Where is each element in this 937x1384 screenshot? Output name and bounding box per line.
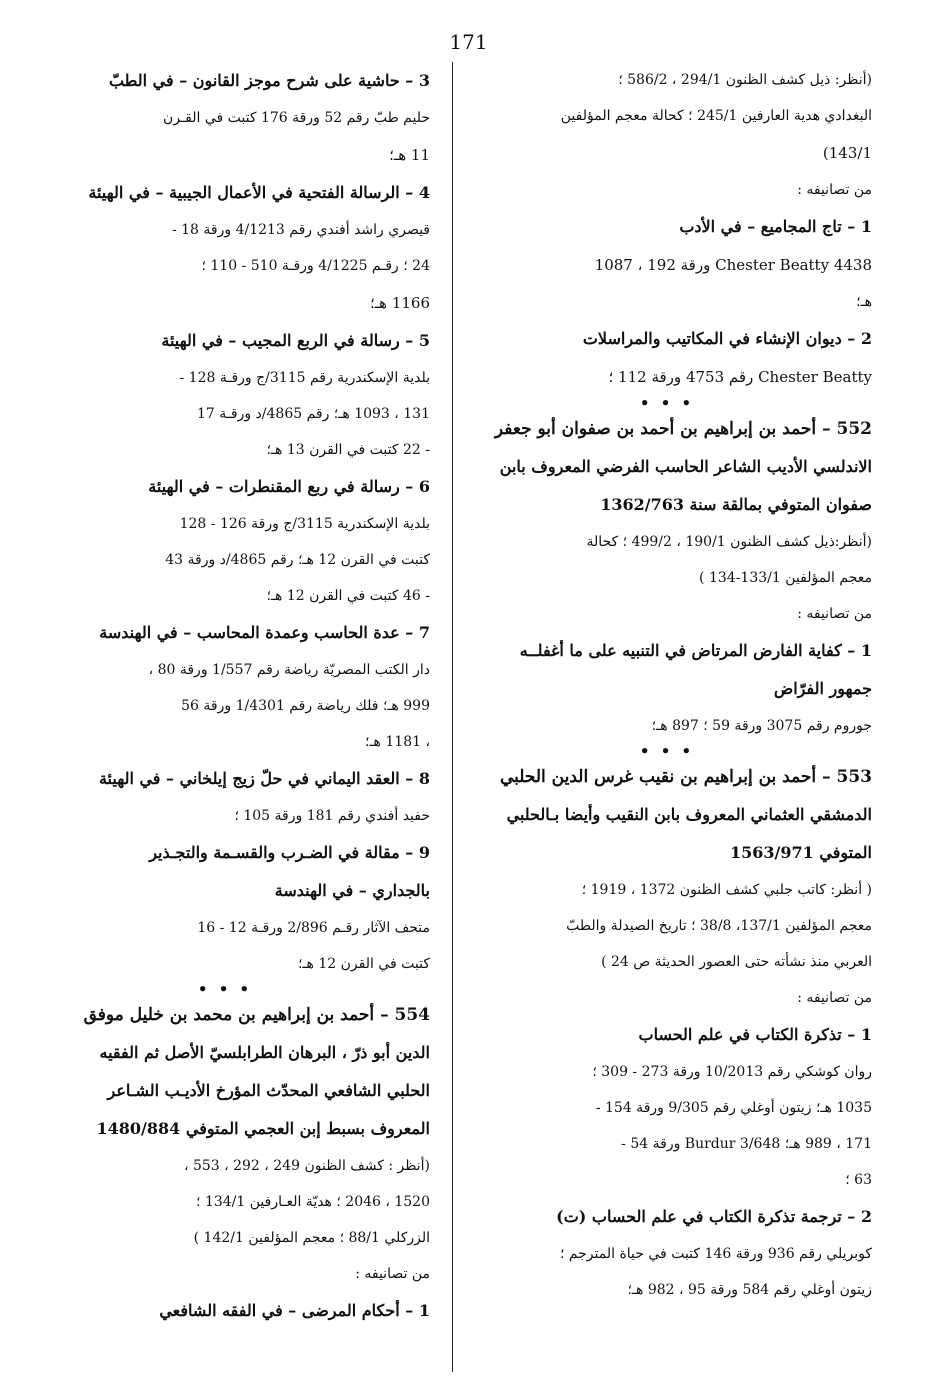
text-line: 131 ، 1093 هـ؛ رقم 4865/د ورقـة 17 — [196, 406, 430, 422]
text-line: العربي منذ نشأته حتى العصور الحديثة ص 24 ) — [601, 954, 872, 970]
entry-heading-line: 3 – حاشية على شرح موجز القانون – في الطبّ — [108, 71, 430, 90]
text-line: كتبت في القرن 12 هـ؛ — [297, 956, 430, 972]
page-number: 171 — [449, 30, 488, 54]
text-line: حفيد أفندي رقم 181 ورقة 105 ؛ — [234, 808, 430, 824]
text-line: البغدادي هدية العارفين 245/1 ؛ كحالة معجم المؤلفين — [560, 108, 872, 124]
text-line: الزركلي 88/1 ؛ معجم المؤلفين 142/1 ) — [193, 1230, 430, 1246]
entry-heading-line: 9 – مقالة في الضـرب والقسـمة والتجـذير — [149, 843, 430, 862]
entry-heading-line: صفوان المتوفي بمالقة سنة 1362/763 — [600, 495, 872, 514]
entry-heading-line: 2 – ترجمة تذكرة الكتاب في علم الحساب (ت) — [556, 1207, 872, 1226]
entry-heading-line: 5 – رسالة في الربع المجيب – في الهيئة — [161, 331, 430, 350]
entry-heading-line: الحلبي الشافعي المحدّث المؤرخ الأديـب الشـاعر — [107, 1081, 430, 1100]
text-line: - 46 كتبت في القرن 12 هـ؛ — [266, 588, 430, 604]
text-line: من تصانيفه : — [797, 990, 872, 1006]
text-line: 143/1) — [822, 144, 872, 162]
text-line: كوبريلي رقم 936 ورقة 146 كتبت في حياة المترجم ؛ — [559, 1246, 872, 1262]
entry-heading-line: 1 – أحكام المرضى – في الفقه الشافعي — [159, 1301, 430, 1320]
text-line: 171 ، 989 هـ؛ Burdur 3/648 ورقة 54 - — [621, 1136, 872, 1152]
text-line: 63 ؛ — [845, 1172, 872, 1188]
text-line: من تصانيفه : — [355, 1266, 430, 1282]
text-line: حليم طبّ رقم 52 ورقة 176 كتبت في القـرن — [163, 110, 430, 126]
entry-heading-line: المعروف بسبط إبن العجمي المتوفي 1480/884 — [96, 1119, 430, 1138]
text-line: معجم المؤلفين 133/1-134 ) — [699, 570, 872, 586]
entry-heading-line: 1 – تذكرة الكتاب في علم الحساب — [638, 1025, 872, 1044]
text-line: معجم المؤلفين 137/1، 38/8 ؛ تاريخ الصيدلة والطبّ — [566, 918, 872, 934]
text-line: ( أنظر: كاتب جلبي كشف الظنون 1372 ، 1919 ؛ — [581, 882, 872, 898]
entry-heading-line: 4 – الرسالة الفتحية في الأعمال الجيبية – في الهيئة — [88, 183, 430, 202]
right-column — [462, 62, 872, 1308]
text-line: (أنظر: ذيل كشف الظنون 294/1 ، 586/2 ؛ — [618, 72, 872, 88]
text-line: 24 ؛ رقـم 4/1225 ورقـة 510 - 110 ؛ — [201, 258, 430, 274]
text-line: Chester Beatty 4438 ورقة 192 ، 1087 — [594, 256, 872, 274]
entry-heading-line: 8 – العقد اليماني في حلّ زيج إيلخاني – في الهيئة — [98, 769, 430, 788]
text-line: كتبت في القرن 12 هـ؛ رقم 4865/د ورقة 43 — [165, 552, 430, 568]
entry-heading-line: جمهور الفرّاض — [773, 679, 872, 698]
text-line: 1520 ، 2046 ؛ هديّة العـارفين 134/1 ؛ — [196, 1194, 430, 1210]
text-line: (أنظر : كشف الظنون 249 ، 292 ، 553 ، — [183, 1158, 430, 1174]
left-column — [20, 62, 430, 1330]
text-line: من تصانيفه : — [797, 182, 872, 198]
section-separator: • • • — [639, 744, 695, 758]
text-line: بلدية الإسكندرية رقم 3115/ج ورقـة 128 - — [179, 370, 430, 386]
text-line: 11 هـ؛ — [389, 146, 430, 164]
entry-heading-line: الدمشقي العثماني المعروف بابن النقيب وأيضا بـالحلبي — [506, 805, 872, 824]
entry-heading-line: 1 – كفاية الفارض المرتاض في التنبيه على ما أغفلــه — [519, 641, 872, 660]
entry-heading-line: بالجداري – في الهندسة — [274, 881, 430, 900]
section-separator: • • • — [639, 396, 695, 410]
text-line: 1166 هـ؛ — [369, 294, 430, 312]
entry-heading-line: 2 – ديوان الإنشاء في المكاتيب والمراسلات — [582, 329, 872, 348]
text-line: 1035 هـ؛ زيتون أوغلي رقم 9/305 ورقة 154 - — [595, 1100, 872, 1116]
text-line: بلدية الإسكندرية 3115/ج ورقة 126 - 128 — [179, 516, 430, 532]
entry-heading-line: المتوفي 1563/971 — [730, 843, 872, 862]
entry-heading-line: الدين أبو ذرّ ، البرهان الطرابلسيّ الأصل ثم الفقيه — [99, 1043, 430, 1062]
text-line: (أنظر:ذيل كشف الظنون 190/1 ، 499/2 ؛ كحالة — [586, 534, 872, 550]
text-line: زيتون أوغلي رقم 584 ورقة 95 ، 982 هـ؛ — [627, 1282, 872, 1298]
text-line: من تصانيفه : — [797, 606, 872, 622]
text-line: 999 هـ؛ فلك رياضة رقم 1/4301 ورقة 56 — [181, 698, 430, 714]
text-line: جوروم رقم 3075 ورقة 59 ؛ 897 هـ؛ — [651, 718, 872, 734]
text-line: متحف الآثار رقـم 2/896 ورقـة 12 - 16 — [197, 920, 430, 936]
entry-heading-line: 6 – رسالة في ربع المقنطرات – في الهيئة — [148, 477, 430, 496]
text-line: قيصري راشد أفندي رقم 4/1213 ورقة 18 - — [171, 222, 430, 238]
entry-heading-line: 552 – أحمد بن إبراهيم بن أحمد بن صفوان أبو جعفر — [494, 419, 872, 439]
text-line: روان كوشكي رقم 10/2013 ورقة 273 - 309 ؛ — [592, 1064, 872, 1080]
text-line: Chester Beatty رقم 4753 ورقة 112 ؛ — [608, 368, 872, 386]
entry-heading-line: 7 – عدة الحاسب وعمدة المحاسب – في الهندسة — [99, 623, 430, 642]
text-line: هـ؛ — [856, 294, 872, 310]
entry-heading-line: 554 – أحمد بن إبراهيم بن محمد بن خليل موفق — [83, 1005, 430, 1025]
entry-heading-line: الاندلسي الأديب الشاعر الحاسب الفرضي المعروف بابن — [499, 457, 872, 476]
text-line: ، 1181 هـ؛ — [365, 734, 430, 750]
entry-heading-line: 553 – أحمد بن إبراهيم بن نقيب غرس الدين الحلبي — [499, 767, 872, 787]
text-line: دار الكتب المصريّة رياضة رقم 1/557 ورقة 80 ، — [148, 662, 430, 678]
entry-heading-line: 1 – تاج المجاميع – في الأدب — [679, 217, 872, 236]
section-separator: • • • — [197, 982, 253, 996]
column-divider — [452, 62, 453, 1372]
text-line: - 22 كتبت في القرن 13 هـ؛ — [266, 442, 430, 458]
